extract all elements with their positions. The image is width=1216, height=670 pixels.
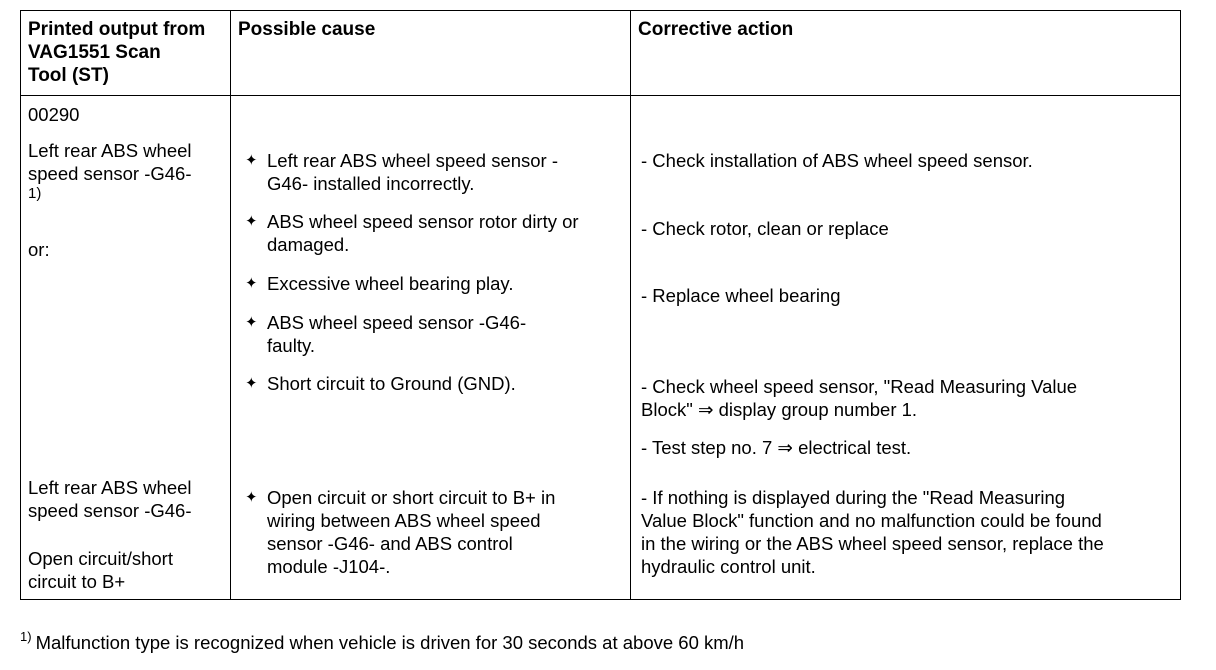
action-item: - Check installation of ABS wheel speed sensor. [641, 150, 1033, 171]
diagnostic-table: Printed output from VAG1551 Scan Tool (ST) Possible cause Corrective action 00290 Left rear ABS wheel speed sensor -G46- 1) or: Left rear ABS wheel speed sensor -G46- Open circuit/short circuit to B+ ✦ Left rear ABS wheel speed sensor - G46- installed incorrectly. ✦ ABS wheel speed sensor rotor dirty or damaged. ✦ Excessive wheel bearing play. ✦ ABS wheel speed sensor -G46- faulty. ✦ Short circuit to Ground (GND). ✦ Open circuit or short circuit to B+ in wiring between ABS wheel speed sensor -G46- and ABS control module -J104-. - Check installation of ABS wheel speed sensor. - Check rotor, clean or replace - Replace wheel bearing - Check wheel speed sensor, "Read Measuring Value Block" ⇒ display group number 1. - Test step no. 7 ⇒ electrical test. - If nothing is displayed during the "Read Measuring Value Block" function and no malfunction could be found in the wiring or the ABS wheel speed sensor, replace the hydraulic control unit. [20, 10, 1181, 600]
fault-description-1: Left rear ABS wheel speed sensor -G46- 1) [28, 140, 192, 202]
fault-type-2: Open circuit/short circuit to B+ [28, 548, 173, 592]
bullet-icon: ✦ [245, 275, 258, 292]
bullet-icon: ✦ [245, 489, 258, 506]
action-item: - Check rotor, clean or replace [641, 218, 889, 239]
action-item: - Check wheel speed sensor, "Read Measuring Value Block" ⇒ display group number 1. [641, 376, 1078, 420]
footnote [20, 624, 744, 656]
header-divider [21, 95, 1180, 96]
action-item: - Test step no. 7 ⇒ electrical test. [641, 437, 912, 458]
footnote-text: Malfunction type is recognized when vehicle is driven for 30 seconds at above 60 km/h [35, 632, 745, 653]
action-item: - Replace wheel bearing [641, 285, 841, 306]
bullet-icon: ✦ [245, 375, 258, 392]
bullet-icon: ✦ [245, 152, 258, 169]
header-possible-cause: Possible cause [238, 19, 376, 40]
fault-description-2: Left rear ABS wheel speed sensor -G46- [28, 477, 192, 521]
bullet-icon: ✦ [245, 314, 258, 331]
column-divider [230, 11, 231, 599]
header-corrective-action: Corrective action [638, 19, 794, 40]
or-label: or: [28, 239, 50, 260]
action-item: - If nothing is displayed during the "Read Measuring Value Block" function and no malfunction could be found in the wiring or the ABS wheel speed sensor, replace the hydraulic control unit. [641, 487, 1104, 577]
fault-code: 00290 [28, 104, 80, 125]
bullet-icon: ✦ [245, 213, 258, 230]
header-printed-output: Printed output from VAG1551 Scan Tool (ST) [28, 19, 206, 86]
footnote-marker: 1) [20, 629, 32, 644]
column-divider [630, 11, 631, 599]
